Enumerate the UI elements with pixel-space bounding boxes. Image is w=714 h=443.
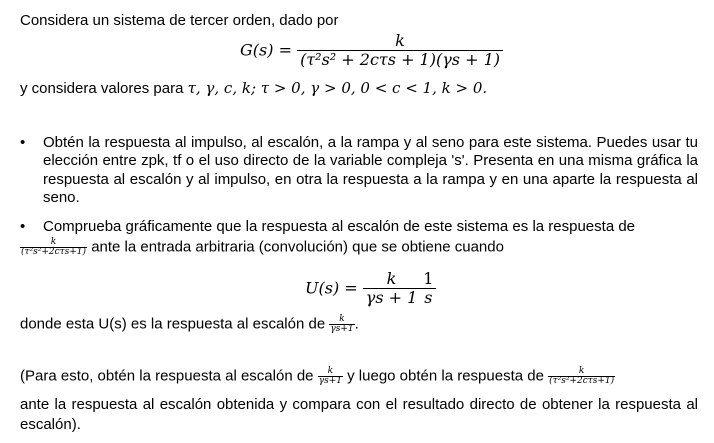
bullet-2-text-before: Comprueba gráficamente que la respuesta al escalón de este sistema es la respuesta de: [43, 218, 636, 235]
closing-f2-den: (τ²s²+2cτs+1): [549, 376, 615, 386]
bullet-marker: •: [20, 218, 26, 235]
eq1-denominator: (τ²s² + 2cτs + 1)(γs + 1): [300, 50, 500, 69]
eq2-frac2-den: s: [424, 288, 433, 307]
closing-f2-num: k: [578, 366, 585, 376]
donde-end: .: [354, 315, 359, 333]
donde-text: donde esta U(s) es la respuesta al escalón de: [20, 315, 326, 333]
bullet-2-fraction: [20, 238, 87, 257]
closing-fraction-1: [318, 367, 343, 386]
eq2-frac1-den: γs + 1: [365, 288, 418, 307]
bullet-marker: •: [20, 134, 26, 151]
closing-fraction-2: [548, 367, 615, 386]
intro-line-2: [20, 79, 487, 98]
donde-frac-den: γs+1: [330, 324, 354, 334]
eq2-frac2-num: 1: [423, 269, 434, 288]
closing-line-2: ante la respuesta al escalón obtenida y compara con el resultado directo de obtener la respuesta al escalón).: [20, 396, 698, 433]
bullet-2: [43, 218, 698, 236]
intro-line-2-math: τ, γ, c, k; τ > 0, γ > 0, 0 < c < 1, k > 0.: [187, 79, 488, 97]
bullet-2-frac-den: (τ²s²+2cτs+1): [21, 247, 87, 257]
donde-fraction: [329, 315, 354, 334]
intro-line-2-text: y considera valores para: [20, 80, 188, 97]
eq2-fraction-1: [363, 270, 421, 307]
eq2-lhs: U(s) =: [305, 278, 358, 298]
eq2-fraction-2: [420, 270, 436, 307]
closing-text-1: (Para esto, obtén la respuesta al escalón de: [20, 367, 314, 385]
closing-f1-den: γs+1: [318, 376, 342, 386]
donde-frac-num: k: [339, 314, 345, 324]
transfer-function-equation: [240, 32, 503, 69]
closing-text-2: y luego obtén la respuesta de: [347, 367, 544, 385]
eq1-lhs: G(s) =: [240, 40, 292, 60]
bullet-2-frac-num: k: [50, 237, 57, 247]
closing-line-1: [20, 367, 615, 386]
intro-line-1: Considera un sistema de tercer orden, dado por: [20, 12, 339, 29]
bullet-1-text: Obtén la respuesta al impulso, al escalón, a la rampa y al seno para este sistema. Puedes usar tu elección entre zpk, tf o el uso directo de la variable compleja 's'. Presenta en una misma gráfica la respuesta al escalón y al impulso, en otra la respuesta a la rampa y en una aparte la respuesta al seno.: [43, 134, 698, 206]
closing-f1-num: k: [327, 366, 334, 376]
input-equation: [305, 270, 436, 307]
bullet-2-text-after: ante la entrada arbitraria (convolución) que se obtiene cuando: [91, 238, 504, 256]
eq1-numerator: k: [395, 31, 405, 50]
eq2-frac1-num: k: [386, 269, 397, 288]
eq1-fraction: [297, 32, 503, 69]
donde-line: [20, 315, 359, 334]
bullet-2-line-2: [20, 238, 504, 257]
